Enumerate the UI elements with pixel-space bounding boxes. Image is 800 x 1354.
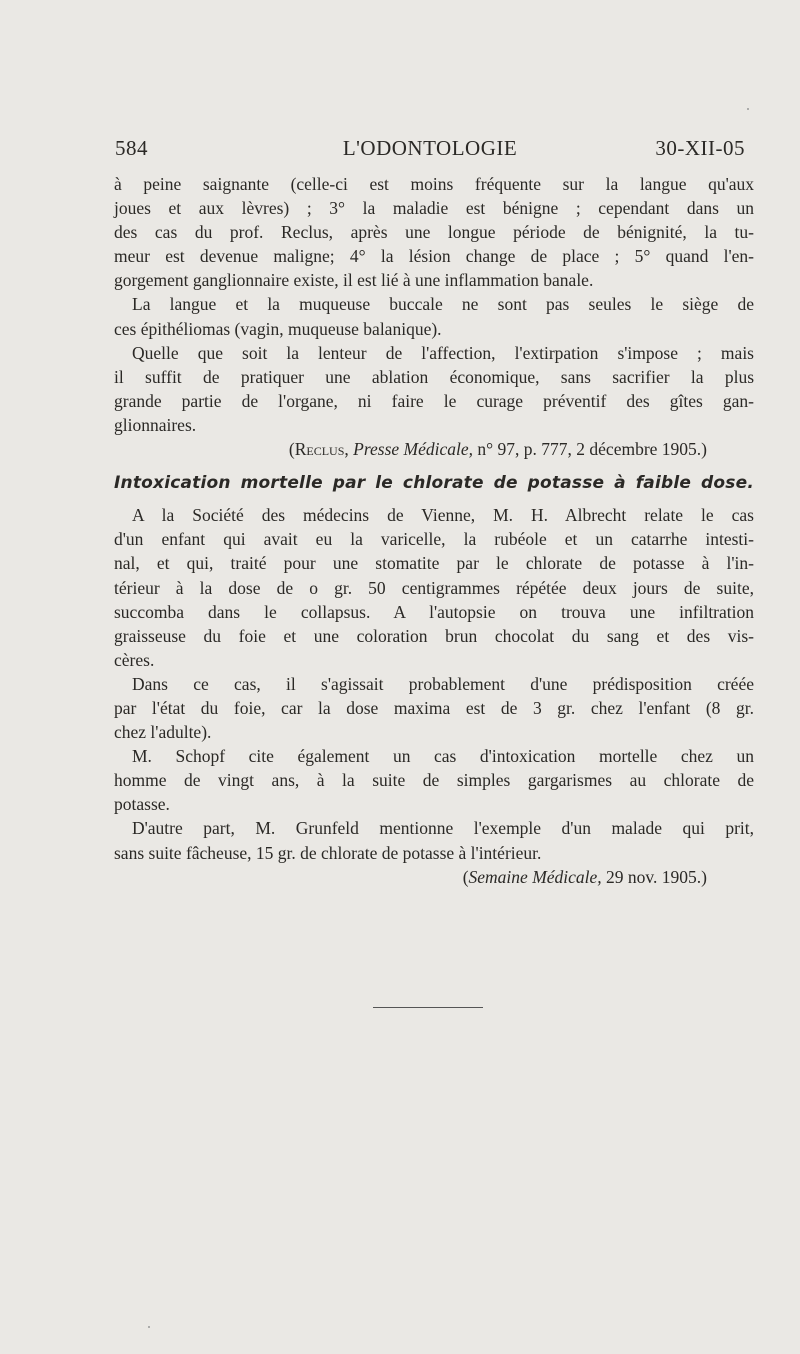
text-line: La langue et la muqueuse buccale ne sont pas seules le siège de	[132, 294, 754, 315]
text-line: M. Schopf cite également un cas d'intoxication mortelle chez un	[132, 746, 754, 767]
paper-speck	[148, 1326, 150, 1328]
text-line: succomba dans le collapsus. A l'autopsie on trouva une infiltration	[114, 601, 754, 622]
text-line: chez l'adulte).	[114, 722, 212, 743]
text-line: grande partie de l'organe, ni faire le curage préventif des gîtes gan-	[114, 390, 754, 411]
text-line: ces épithéliomas (vagin, muqueuse balanique).	[114, 318, 442, 339]
text-line: nal, et qui, traité pour une stomatite par le chlorate de potasse à l'in-	[114, 553, 754, 574]
text-line: graisseuse du foie et une coloration brun chocolat du sang et des vis-	[114, 625, 754, 646]
citation-details: 29 nov. 1905.)	[606, 866, 707, 887]
citation-journal: Semaine Médicale,	[468, 866, 602, 887]
text-line: potasse.	[114, 794, 170, 815]
citation-semaine: (Semaine Médicale, 29 nov. 1905.)	[462, 866, 707, 887]
paper-speck	[747, 108, 749, 110]
text-line: à peine saignante (celle-ci est moins fréquente sur la langue qu'aux	[114, 174, 754, 194]
text-line: Dans ce cas, il s'agissait probablement d'une prédisposition créée	[132, 673, 754, 694]
citation-journal: Presse Médicale,	[353, 439, 474, 460]
section-heading: Intoxication mortelle par le chlorate de potasse à faible dose.	[114, 473, 754, 494]
issue-date: 30-XII-05	[655, 136, 745, 160]
end-rule	[373, 1007, 483, 1008]
citation-reclus: (Reclus, Presse Médicale, n° 97, p. 777, 2 décembre 1905.)	[288, 439, 707, 460]
text-line: sans suite fâcheuse, 15 gr. de chlorate de potasse à l'intérieur.	[114, 842, 542, 863]
article-body	[114, 172, 754, 889]
citation-author: Reclus,	[294, 439, 349, 460]
text-line: cères.	[114, 649, 155, 670]
text-line: D'autre part, M. Grunfeld mentionne l'exemple d'un malade qui prit,	[132, 818, 754, 839]
page-number: 584	[115, 136, 148, 160]
text-line: meur est devenue maligne; 4° la lésion change de place ; 5° quand l'en-	[114, 246, 754, 267]
text-line: A la Société des médecins de Vienne, M. H. Albrecht relate le cas	[132, 505, 754, 526]
text-line: joues et aux lèvres) ; 3° la maladie est bénigne ; cependant dans un	[114, 198, 754, 219]
text-line: des cas du prof. Reclus, après une longue période de bénignité, la tu-	[114, 222, 754, 243]
text-line: homme de vingt ans, à la suite de simples gargarismes au chlorate de	[114, 770, 754, 791]
text-line: par l'état du foie, car la dose maxima est de 3 gr. chez l'enfant (8 gr.	[114, 697, 754, 718]
journal-title: L'ODONTOLOGIE	[342, 136, 518, 160]
citation-details: n° 97, p. 777, 2 décembre 1905.)	[477, 439, 707, 460]
text-line: d'un enfant qui avait eu la varicelle, la rubéole et un catarrhe intesti-	[114, 529, 754, 550]
text-line: térieur à la dose de o gr. 50 centigrammes répétée deux jours de suite,	[114, 577, 754, 598]
text-line: il suffit de pratiquer une ablation économique, sans sacrifier la plus	[114, 366, 754, 387]
text-line: Quelle que soit la lenteur de l'affection, l'extirpation s'impose ; mais	[132, 342, 754, 363]
text-line: gorgement ganglionnaire existe, il est lié à une inflammation banale.	[114, 270, 594, 291]
text-line: glionnaires.	[114, 414, 197, 435]
